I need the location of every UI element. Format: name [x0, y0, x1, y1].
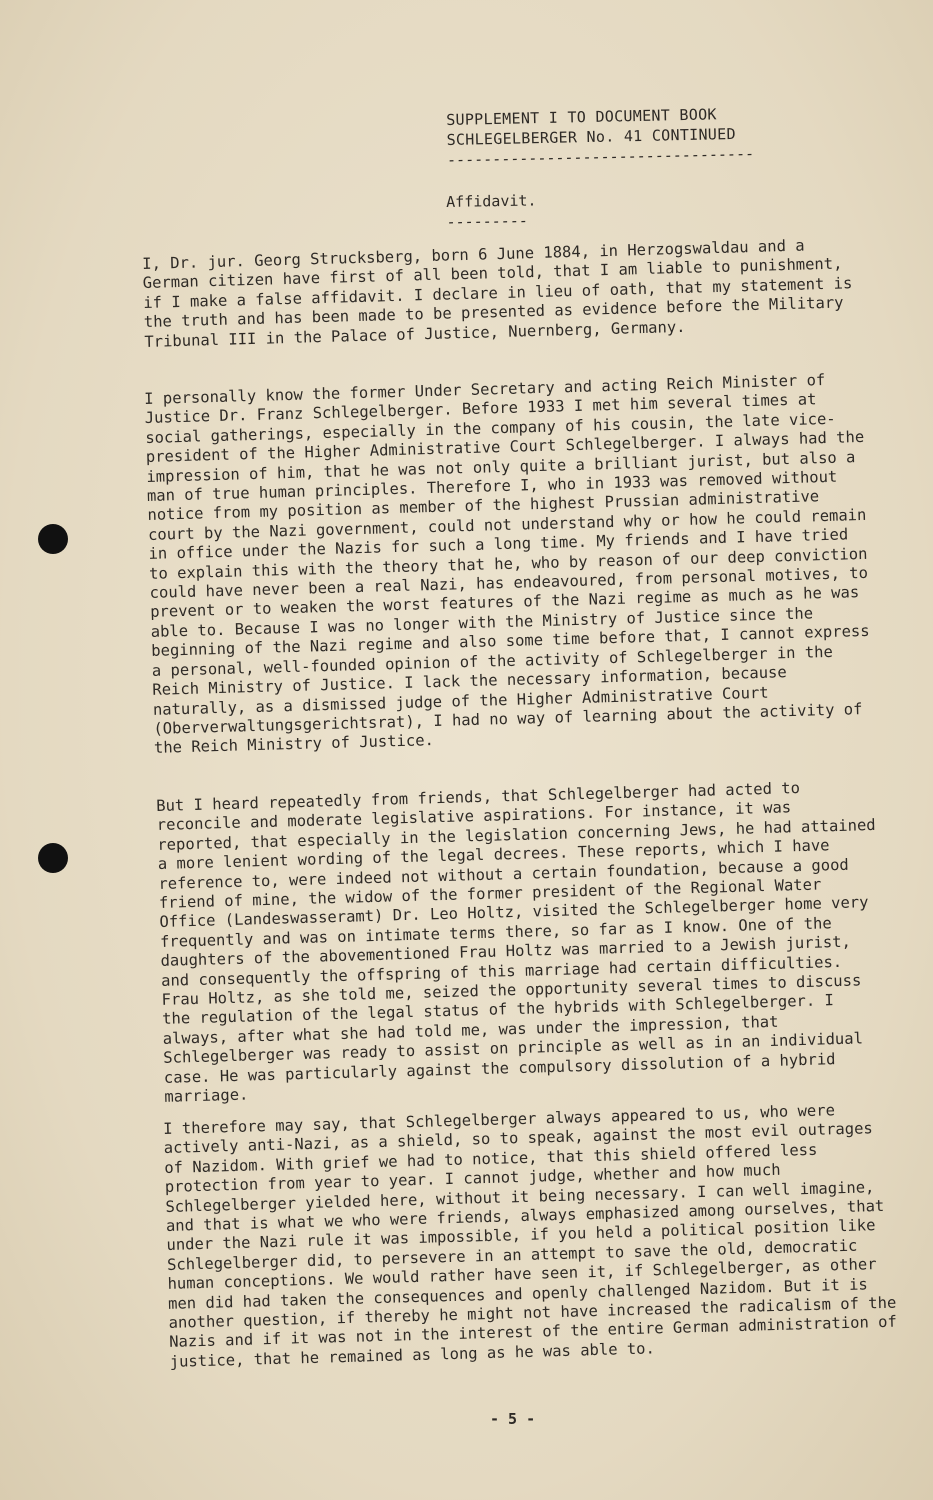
title-underline: --------- [446, 211, 528, 231]
punch-hole [38, 524, 68, 554]
affidavit-title [446, 190, 537, 232]
paragraph-declaration: I, Dr. jur. Georg Strucksberg, born 6 June 1884, in Herzogswaldau and a German citizen have first of all been told, that I am liable to punishment, if I make a false affidavit. I declare in lieu of oath, that my statement is the truth and has been made to be presented as evidence before the Military Tribunal III in the Palace of Justice, Nuernberg, Germany. [142, 236, 853, 351]
paragraph-conclusion: I therefore may say, that Schlegelberger always appeared to us, who were actively anti-Nazi, as a shield, so to speak, against the most evil outrages of Nazidom. With grief we had to notice, that this shield offered less protection from year to year. I cannot judge, whether and how much Schlegelberger yielded here, without it being necessary. I can well imagine, and that is what we who were friends, always emphasized among ourselves, that under the Nazi rule it was impossible, if you held a political position like Schlegelberger did, to persevere in an attempt to save the old, democratic human conceptions. We would rather have seen it, if Schlegelberger, as other men did had taken the consequences and openly challenged Nazidom. But it is another question, if thereby he might not have increased the radicalism of the Nazis and if it was not in the interest of the entire German administration of justice, that he remained as long as he was able to. [163, 1101, 898, 1371]
page-number: - 5 - [490, 1410, 536, 1428]
title-text: Affidavit. [446, 191, 537, 211]
document-header [446, 104, 754, 170]
paragraph-acquaintance: I personally know the former Under Secretary and acting Reich Minister of Justice Dr. Franz Schlegelberger. Before 1933 I met him several times at social gatherings, especially in the company of his cousin, the late vice-president of the Higher Administrative Court Schlegelberger. I always had the impression of him, that he was not only quite a brilliant jurist, but also a man of true human principles. Therefore I, who in 1933 was removed without notice from my position as member of the highest Prussian administrative court by the Nazi government, could not understand why or how he could remain in office under the Nazis for such a long time. My friends and I have tried to explain this with the theory that he, who by reason of our deep conviction could have never been a real Nazi, has endeavoured, from personal motives, to prevent or to weaken the worst features of the Nazi regime as much as he was able to. Because I was no longer with the Ministry of Justice since the beginning of the Nazi regime and also some time before that, I cannot express a personal, well-founded opinion of the activity of Schlegelberger in the Reich Ministry of Justice. I lack the necessary information, because naturally, as a dismissed judge of the Higher Administrative Court (Oberverwaltungsgerichtsrat), I had no way of learning about the activity of the Reich Ministry of Justice. [144, 370, 870, 758]
header-line-2: SCHLEGELBERGER No. 41 CONTINUED [446, 124, 737, 149]
paragraph-reports: But I heard repeatedly from friends, that Schlegelberger had acted to reconcile and moderate legislative aspirations. For instance, it was reported, that especially in the legislation concerning Jews, he had attained a more lenient wording of the legal decrees. These reports, which I have reference to, were indeed not without a certain foundation, because a good friend of mine, the widow of the former president of the Regional Water Office (Landeswasseramt) Dr. Leo Holtz, visited the Schlegelberger home very frequently and was on intimate terms there, so far as I know. One of the daughters of the abovementioned Frau Holtz was married to a Jewish jurist, and consequently the offspring of this marriage had certain difficulties. Frau Holtz, as she told me, seized the opportunity several times to discuss the regulation of the legal status of the hybrids with Schlegelberger. I always, after what she had told me, was under the impression, that Schlegelberger was ready to assist on principle as well as in an individual case. He was particularly against the compulsory dissolution of a hybrid marriage. [156, 779, 876, 1106]
header-line-1: SUPPLEMENT I TO DOCUMENT BOOK [446, 105, 717, 129]
punch-hole [38, 843, 68, 873]
header-rule: ---------------------------------- [446, 144, 755, 169]
